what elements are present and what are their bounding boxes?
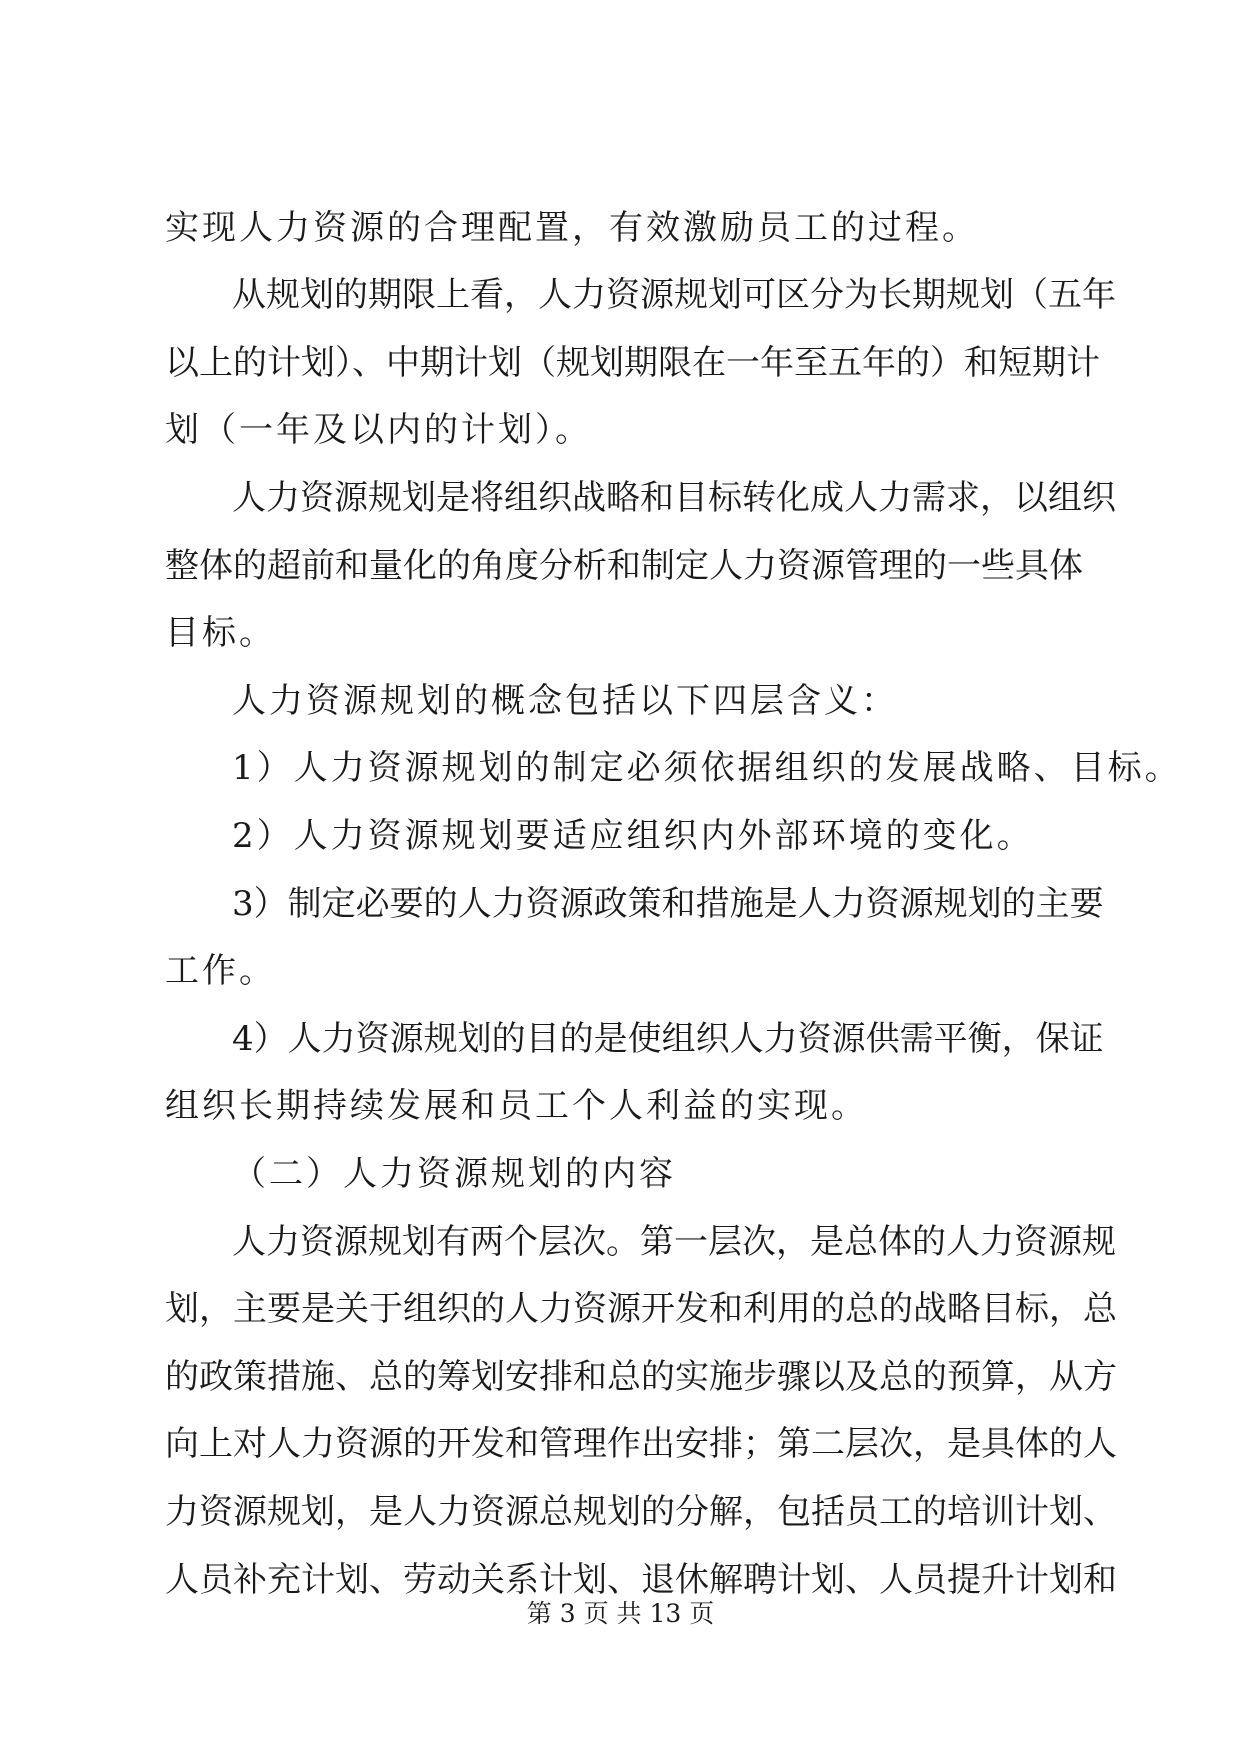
text-line-2: 从规划的期限上看，人力资源规划可区分为长期规划（五年 <box>232 275 1116 315</box>
text-line-9: 1）人力资源规划的制定必须依据组织的发展战略、目标。 <box>232 748 1182 788</box>
text-line-11: 3）制定必要的人力资源政策和措施是人力资源规划的主要 <box>232 884 1104 924</box>
text-line-8: 人力资源规划的概念包括以下四层含义： <box>232 681 898 721</box>
text-line-18: 的政策措施、总的筹划安排和总的实施步骤以及总的预算，从方 <box>165 1357 1117 1397</box>
page-number-footer: 第 3 页 共 13 页 <box>526 1599 715 1628</box>
text-line-4: 划（一年及以内的计划）。 <box>165 410 592 450</box>
text-line-21: 人员补充计划、劳动关系计划、退休解聘计划、人员提升计划和 <box>165 1560 1117 1600</box>
text-line-10: 2）人力资源规划要适应组织内外部环境的变化。 <box>232 816 1034 856</box>
text-line-14: 组织长期持续发展和员工个人利益的实现。 <box>165 1086 868 1126</box>
text-line-13: 4）人力资源规划的目的是使组织人力资源供需平衡，保证 <box>232 1019 1104 1059</box>
text-line-16: 人力资源规划有两个层次。第一层次，是总体的人力资源规 <box>232 1222 1116 1262</box>
text-line-6: 整体的超前和量化的角度分析和制定人力资源管理的一些具体 <box>165 546 1083 586</box>
text-line-19: 向上对人力资源的开发和管理作出安排；第二层次，是具体的人 <box>165 1424 1117 1464</box>
text-line-1: 实现人力资源的合理配置，有效激励员工的过程。 <box>165 208 979 248</box>
text-line-20: 力资源规划，是人力资源总规划的分解，包括员工的培训计划、 <box>165 1492 1117 1532</box>
text-line-12: 工作。 <box>165 951 276 991</box>
text-line-17: 划，主要是关于组织的人力资源开发和利用的总的战略目标，总 <box>165 1289 1117 1329</box>
text-line-7: 目标。 <box>165 613 276 653</box>
text-line-3: 以上的计划）、中期计划（规划期限在一年至五年的）和短期计 <box>165 343 1100 383</box>
section-heading: （二）人力资源规划的内容 <box>232 1154 676 1194</box>
text-line-5: 人力资源规划是将组织战略和目标转化成人力需求，以组织 <box>232 478 1116 518</box>
